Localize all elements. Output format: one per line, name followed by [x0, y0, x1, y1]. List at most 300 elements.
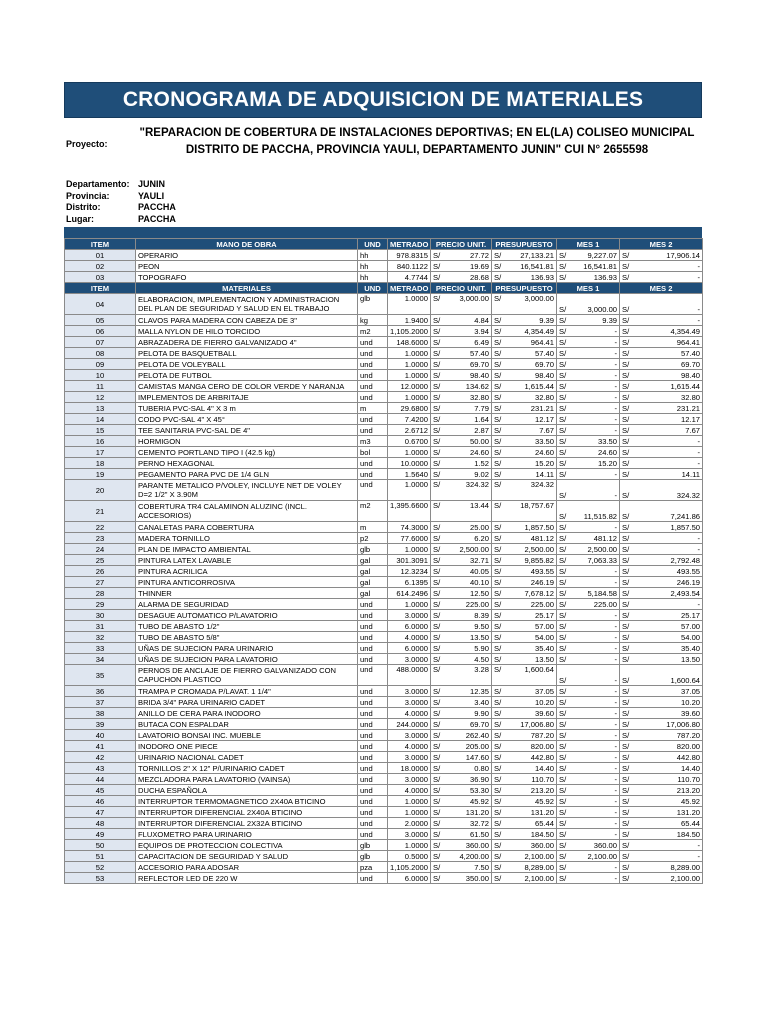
month2-cell: -	[637, 458, 703, 469]
budget-cell: 69.70	[509, 359, 557, 370]
unit-price-cell: 12.35	[448, 686, 492, 697]
table-row	[65, 708, 703, 719]
item-cell: 35	[65, 665, 136, 686]
month2-cell: -	[637, 851, 703, 862]
currency-cell: S/	[492, 785, 509, 796]
budget-cell: 24.60	[509, 447, 557, 458]
description-cell: ABRAZADERA DE FIERRO GALVANIZADO 4"	[136, 337, 358, 348]
header-band	[64, 227, 702, 238]
metrado-cell: 1,105.2000	[388, 862, 431, 873]
currency-cell: S/	[492, 315, 509, 326]
month2-cell: 45.92	[637, 796, 703, 807]
month2-cell: 231.21	[637, 403, 703, 414]
currency-cell: S/	[620, 665, 637, 686]
unit-cell: und	[358, 348, 388, 359]
unit-cell: gal	[358, 577, 388, 588]
budget-cell: 131.20	[509, 807, 557, 818]
metrado-cell: 4.0000	[388, 708, 431, 719]
unit-cell: und	[358, 807, 388, 818]
budget-cell: 65.44	[509, 818, 557, 829]
unit-cell: und	[358, 708, 388, 719]
description-cell: PELOTA DE VOLEYBALL	[136, 359, 358, 370]
budget-cell: 787.20	[509, 730, 557, 741]
description-cell: PERNO HEXAGONAL	[136, 458, 358, 469]
item-cell: 12	[65, 392, 136, 403]
table-row	[65, 480, 703, 501]
currency-cell: S/	[492, 370, 509, 381]
unit-price-cell: 225.00	[448, 599, 492, 610]
table-row	[65, 621, 703, 632]
metrado-cell: 148.6000	[388, 337, 431, 348]
table-row	[65, 555, 703, 566]
unit-price-cell: 45.92	[448, 796, 492, 807]
currency-cell: S/	[620, 359, 637, 370]
currency-cell: S/	[557, 796, 574, 807]
currency-cell: S/	[620, 501, 637, 522]
budget-cell: 37.05	[509, 686, 557, 697]
description-cell: MEZCLADORA PARA LAVATORIO (VAINSA)	[136, 774, 358, 785]
currency-cell: S/	[492, 654, 509, 665]
unit-cell: m3	[358, 436, 388, 447]
item-cell: 32	[65, 632, 136, 643]
currency-cell: S/	[620, 326, 637, 337]
currency-cell: S/	[431, 785, 448, 796]
location-value: YAULI	[138, 190, 165, 201]
budget-cell: 33.50	[509, 436, 557, 447]
currency-cell: S/	[620, 654, 637, 665]
description-cell: TUBO DE ABASTO 5/8"	[136, 632, 358, 643]
item-cell: 17	[65, 447, 136, 458]
item-cell: 09	[65, 359, 136, 370]
table-row	[65, 577, 703, 588]
currency-cell: S/	[557, 840, 574, 851]
currency-cell: S/	[492, 414, 509, 425]
currency-cell: S/	[431, 261, 448, 272]
month1-cell: -	[574, 719, 620, 730]
unit-price-cell: 27.72	[448, 250, 492, 261]
currency-cell: S/	[431, 719, 448, 730]
location-value: PACCHA	[138, 213, 176, 224]
currency-cell: S/	[557, 730, 574, 741]
month1-cell: -	[574, 818, 620, 829]
unit-price-cell: 3,000.00	[448, 294, 492, 315]
month2-cell: 8,289.00	[637, 862, 703, 873]
budget-cell: 246.19	[509, 577, 557, 588]
currency-cell: S/	[557, 610, 574, 621]
unit-cell: m2	[358, 501, 388, 522]
currency-cell: S/	[620, 599, 637, 610]
currency-cell: S/	[431, 403, 448, 414]
unit-price-cell: 24.60	[448, 447, 492, 458]
unit-price-cell: 50.00	[448, 436, 492, 447]
month2-cell: -	[637, 840, 703, 851]
budget-cell: 964.41	[509, 337, 557, 348]
budget-cell: 3,000.00	[509, 294, 557, 315]
item-cell: 39	[65, 719, 136, 730]
description-cell: TRAMPA P CROMADA P/LAVAT. 1 1/4"	[136, 686, 358, 697]
metrado-cell: 10.0000	[388, 458, 431, 469]
column-header: UND	[358, 283, 388, 294]
budget-cell: 15.20	[509, 458, 557, 469]
metrado-cell: 1.0000	[388, 599, 431, 610]
currency-cell: S/	[557, 741, 574, 752]
unit-cell: und	[358, 599, 388, 610]
currency-cell: S/	[431, 294, 448, 315]
item-cell: 44	[65, 774, 136, 785]
table-row	[65, 862, 703, 873]
unit-cell: und	[358, 785, 388, 796]
currency-cell: S/	[431, 665, 448, 686]
month2-cell: 35.40	[637, 643, 703, 654]
item-cell: 08	[65, 348, 136, 359]
item-cell: 30	[65, 610, 136, 621]
budget-cell: 57.40	[509, 348, 557, 359]
metrado-cell: 1.0000	[388, 480, 431, 501]
month1-cell: -	[574, 862, 620, 873]
month2-cell: 787.20	[637, 730, 703, 741]
month1-cell: 33.50	[574, 436, 620, 447]
month2-cell: 69.70	[637, 359, 703, 370]
currency-cell: S/	[492, 686, 509, 697]
item-cell: 27	[65, 577, 136, 588]
unit-cell: hh	[358, 272, 388, 283]
metrado-cell: 7.4200	[388, 414, 431, 425]
budget-cell: 14.11	[509, 469, 557, 480]
currency-cell: S/	[557, 686, 574, 697]
currency-cell: S/	[431, 840, 448, 851]
currency-cell: S/	[557, 818, 574, 829]
unit-price-cell: 61.50	[448, 829, 492, 840]
table-row	[65, 566, 703, 577]
currency-cell: S/	[431, 501, 448, 522]
currency-cell: S/	[492, 807, 509, 818]
description-cell: UÑAS DE SUJECION PARA URINARIO	[136, 643, 358, 654]
month1-cell: -	[574, 632, 620, 643]
currency-cell: S/	[431, 566, 448, 577]
currency-cell: S/	[492, 425, 509, 436]
budget-cell: 45.92	[509, 796, 557, 807]
month1-cell: 5,184.58	[574, 588, 620, 599]
unit-price-cell: 3.28	[448, 665, 492, 686]
column-header: ITEM	[65, 239, 136, 250]
location-row	[64, 191, 702, 203]
description-cell: REFLECTOR LED DE 220 W	[136, 873, 358, 884]
unit-cell: und	[358, 665, 388, 686]
metrado-cell: 1.5640	[388, 469, 431, 480]
month1-cell: -	[574, 621, 620, 632]
metrado-cell: 1.0000	[388, 807, 431, 818]
table-row	[65, 294, 703, 315]
currency-cell: S/	[492, 272, 509, 283]
unit-cell: und	[358, 763, 388, 774]
month2-cell: -	[637, 544, 703, 555]
month1-cell: 481.12	[574, 533, 620, 544]
item-cell: 02	[65, 261, 136, 272]
unit-cell: und	[358, 632, 388, 643]
budget-cell: 324.32	[509, 480, 557, 501]
currency-cell: S/	[492, 632, 509, 643]
unit-price-cell: 28.68	[448, 272, 492, 283]
unit-price-cell: 6.20	[448, 533, 492, 544]
currency-cell: S/	[557, 522, 574, 533]
item-cell: 22	[65, 522, 136, 533]
unit-price-cell: 4.50	[448, 654, 492, 665]
table-row	[65, 533, 703, 544]
currency-cell: S/	[620, 480, 637, 501]
item-cell: 01	[65, 250, 136, 261]
currency-cell: S/	[492, 708, 509, 719]
currency-cell: S/	[431, 588, 448, 599]
unit-cell: gal	[358, 588, 388, 599]
currency-cell: S/	[431, 621, 448, 632]
currency-cell: S/	[557, 501, 574, 522]
currency-cell: S/	[492, 261, 509, 272]
unit-cell: und	[358, 818, 388, 829]
metrado-cell: 1.0000	[388, 392, 431, 403]
currency-cell: S/	[492, 294, 509, 315]
currency-cell: S/	[492, 533, 509, 544]
unit-cell: und	[358, 392, 388, 403]
unit-cell: und	[358, 643, 388, 654]
month1-cell: -	[574, 829, 620, 840]
currency-cell: S/	[620, 261, 637, 272]
month1-cell: -	[574, 730, 620, 741]
currency-cell: S/	[620, 436, 637, 447]
project-block	[64, 125, 702, 171]
table-row	[65, 807, 703, 818]
unit-price-cell: 9.02	[448, 469, 492, 480]
month2-cell: 246.19	[637, 577, 703, 588]
table-row	[65, 250, 703, 261]
description-cell: CAMISTAS MANGA CERO DE COLOR VERDE Y NARANJA	[136, 381, 358, 392]
metrado-cell: 301.3091	[388, 555, 431, 566]
item-cell: 38	[65, 708, 136, 719]
description-cell: CEMENTO PORTLAND TIPO I (42.5 kg)	[136, 447, 358, 458]
month1-cell: -	[574, 708, 620, 719]
unit-cell: und	[358, 697, 388, 708]
currency-cell: S/	[492, 348, 509, 359]
month2-cell: -	[637, 533, 703, 544]
month1-cell: -	[574, 326, 620, 337]
metrado-cell: 1,395.6600	[388, 501, 431, 522]
budget-cell: 9,855.82	[509, 555, 557, 566]
currency-cell: S/	[431, 763, 448, 774]
currency-cell: S/	[431, 697, 448, 708]
item-cell: 31	[65, 621, 136, 632]
budget-cell: 4,354.49	[509, 326, 557, 337]
month1-cell: -	[574, 643, 620, 654]
description-cell: IMPLEMENTOS DE ARBRITAJE	[136, 392, 358, 403]
budget-cell: 98.40	[509, 370, 557, 381]
metrado-cell: 4.0000	[388, 632, 431, 643]
table-row	[65, 665, 703, 686]
month1-cell: 136.93	[574, 272, 620, 283]
table-row	[65, 730, 703, 741]
currency-cell: S/	[620, 588, 637, 599]
description-cell: TOPOGRAFO	[136, 272, 358, 283]
month2-cell: 4,354.49	[637, 326, 703, 337]
month2-cell: 493.55	[637, 566, 703, 577]
description-cell: TUBERIA PVC-SAL 4" X 3 m	[136, 403, 358, 414]
table-row	[65, 796, 703, 807]
item-cell: 25	[65, 555, 136, 566]
column-header: UND	[358, 239, 388, 250]
table-row	[65, 425, 703, 436]
metrado-cell: 840.1122	[388, 261, 431, 272]
currency-cell: S/	[492, 577, 509, 588]
month1-cell: -	[574, 337, 620, 348]
unit-price-cell: 32.80	[448, 392, 492, 403]
description-cell: PLAN DE IMPACTO AMBIENTAL	[136, 544, 358, 555]
currency-cell: S/	[557, 752, 574, 763]
currency-cell: S/	[620, 763, 637, 774]
item-cell: 14	[65, 414, 136, 425]
month1-cell: -	[574, 654, 620, 665]
table-row	[65, 414, 703, 425]
table-row	[65, 873, 703, 884]
budget-cell: 820.00	[509, 741, 557, 752]
currency-cell: S/	[557, 370, 574, 381]
description-cell: PEGAMENTO PARA PVC DE 1/4 GLN	[136, 469, 358, 480]
unit-cell: und	[358, 686, 388, 697]
table-row	[65, 851, 703, 862]
currency-cell: S/	[557, 654, 574, 665]
unit-price-cell: 134.62	[448, 381, 492, 392]
unit-price-cell: 7.79	[448, 403, 492, 414]
item-cell: 53	[65, 873, 136, 884]
currency-cell: S/	[557, 719, 574, 730]
metrado-cell: 0.5000	[388, 851, 431, 862]
currency-cell: S/	[431, 326, 448, 337]
currency-cell: S/	[492, 326, 509, 337]
table-row	[65, 610, 703, 621]
unit-cell: und	[358, 458, 388, 469]
budget-cell: 1,615.44	[509, 381, 557, 392]
currency-cell: S/	[431, 425, 448, 436]
unit-price-cell: 360.00	[448, 840, 492, 851]
currency-cell: S/	[492, 337, 509, 348]
description-cell: TORNILLOS 2" X 12" P/URINARIO CADET	[136, 763, 358, 774]
table-row	[65, 686, 703, 697]
unit-price-cell: 324.32	[448, 480, 492, 501]
column-header: MES 1	[557, 283, 620, 294]
currency-cell: S/	[620, 840, 637, 851]
currency-cell: S/	[431, 458, 448, 469]
currency-cell: S/	[557, 480, 574, 501]
currency-cell: S/	[431, 632, 448, 643]
month1-cell: 360.00	[574, 840, 620, 851]
item-cell: 23	[65, 533, 136, 544]
currency-cell: S/	[492, 730, 509, 741]
month2-cell: -	[637, 447, 703, 458]
item-cell: 29	[65, 599, 136, 610]
description-cell: TEE SANITARIA PVC-SAL DE 4"	[136, 425, 358, 436]
item-cell: 15	[65, 425, 136, 436]
description-cell: ALARMA DE SEGURIDAD	[136, 599, 358, 610]
budget-cell: 12.17	[509, 414, 557, 425]
metrado-cell: 2.0000	[388, 818, 431, 829]
currency-cell: S/	[557, 829, 574, 840]
unit-cell: und	[358, 469, 388, 480]
table-row	[65, 544, 703, 555]
currency-cell: S/	[557, 643, 574, 654]
unit-price-cell: 2,500.00	[448, 544, 492, 555]
month2-cell: 2,100.00	[637, 873, 703, 884]
budget-cell: 184.50	[509, 829, 557, 840]
item-cell: 28	[65, 588, 136, 599]
description-cell: CLAVOS PARA MADERA CON CABEZA DE 3"	[136, 315, 358, 326]
currency-cell: S/	[557, 469, 574, 480]
currency-cell: S/	[431, 370, 448, 381]
month2-cell: -	[637, 294, 703, 315]
unit-cell: und	[358, 873, 388, 884]
unit-price-cell: 53.30	[448, 785, 492, 796]
currency-cell: S/	[492, 862, 509, 873]
month1-cell: -	[574, 403, 620, 414]
item-cell: 13	[65, 403, 136, 414]
table-header-row	[65, 239, 703, 250]
budget-cell: 18,757.67	[509, 501, 557, 522]
table-row	[65, 741, 703, 752]
currency-cell: S/	[620, 544, 637, 555]
column-header: MANO DE OBRA	[136, 239, 358, 250]
unit-cell: und	[358, 370, 388, 381]
currency-cell: S/	[431, 796, 448, 807]
currency-cell: S/	[557, 807, 574, 818]
description-cell: TUBO DE ABASTO 1/2"	[136, 621, 358, 632]
metrado-cell: 74.3000	[388, 522, 431, 533]
unit-price-cell: 4.84	[448, 315, 492, 326]
unit-cell: kg	[358, 315, 388, 326]
currency-cell: S/	[557, 566, 574, 577]
currency-cell: S/	[620, 469, 637, 480]
table-row	[65, 697, 703, 708]
currency-cell: S/	[557, 261, 574, 272]
column-header: PRECIO UNIT.	[431, 239, 492, 250]
location-value: JUNIN	[138, 179, 166, 189]
table-row	[65, 785, 703, 796]
currency-cell: S/	[492, 851, 509, 862]
month2-cell: 65.44	[637, 818, 703, 829]
item-cell: 43	[65, 763, 136, 774]
table-row	[65, 381, 703, 392]
description-cell: ELABORACION, IMPLEMENTACION Y ADMINISTRACION DEL PLAN DE SEGURIDAD Y SALUD EN EL TRABAJO	[136, 294, 358, 315]
table-row	[65, 458, 703, 469]
metrado-cell: 3.0000	[388, 829, 431, 840]
description-cell: BUTACA CON ESPALDAR	[136, 719, 358, 730]
unit-price-cell: 40.05	[448, 566, 492, 577]
currency-cell: S/	[431, 392, 448, 403]
unit-price-cell: 131.20	[448, 807, 492, 818]
table-row	[65, 599, 703, 610]
month1-cell: -	[574, 686, 620, 697]
budget-cell: 1,857.50	[509, 522, 557, 533]
budget-cell: 39.60	[509, 708, 557, 719]
currency-cell: S/	[620, 829, 637, 840]
month1-cell: -	[574, 469, 620, 480]
currency-cell: S/	[557, 272, 574, 283]
budget-cell: 2,100.00	[509, 851, 557, 862]
description-cell: DUCHA ESPAÑOLA	[136, 785, 358, 796]
table-row	[65, 348, 703, 359]
unit-cell: bol	[358, 447, 388, 458]
currency-cell: S/	[492, 829, 509, 840]
month1-cell: -	[574, 348, 620, 359]
unit-cell: glb	[358, 294, 388, 315]
metrado-cell: 6.0000	[388, 621, 431, 632]
metrado-cell: 614.2496	[388, 588, 431, 599]
table-row	[65, 315, 703, 326]
